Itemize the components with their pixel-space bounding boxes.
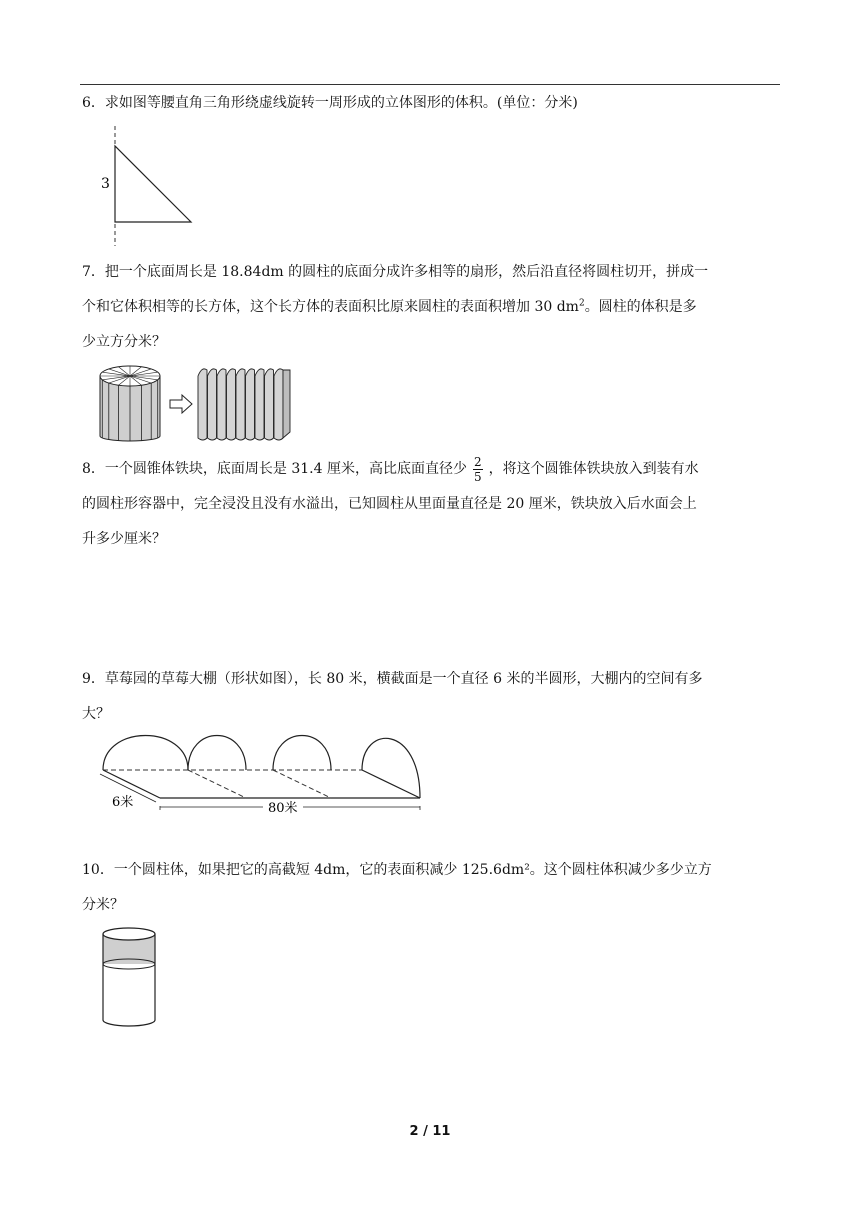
q9-width-label: 6米	[112, 795, 134, 810]
question-line-2: 大？	[82, 706, 110, 722]
fraction	[473, 455, 483, 484]
q7-arrow	[170, 395, 192, 413]
q6-side-label: 3	[101, 176, 110, 192]
q9-greenhouse-figure	[98, 730, 428, 820]
question-number: 10．	[82, 862, 114, 878]
question-line-1b: ，将这个圆锥体铁块放入到装有水	[488, 461, 699, 477]
q7-cylinder-cuboid-figure	[98, 362, 298, 442]
question-8	[82, 452, 782, 557]
fraction-denominator: 5	[474, 469, 482, 484]
question-line-2: 分米？	[82, 897, 124, 913]
question-number: 8．	[82, 461, 105, 477]
q10-cylinder-figure	[100, 926, 160, 1030]
q9-length-label: 80米	[268, 801, 298, 816]
question-line-1: 把一个底面周长是 18.84dm 的圆柱的底面分成许多相等的扇形，然后沿直径将圆柱切开，拼成一	[104, 264, 709, 280]
question-line-3: 少立方分米？	[82, 334, 166, 350]
question-number: 7．	[82, 264, 105, 280]
question-7	[82, 255, 782, 360]
q7-cylinder	[100, 366, 160, 441]
question-line-3: 升多少厘米？	[82, 531, 166, 547]
question-line-1: 一个圆柱体，如果把它的高截短 4dm，它的表面积减少 125.6dm²。这个圆柱体积减少多少立方	[113, 862, 712, 878]
question-6	[82, 86, 782, 121]
question-9	[82, 662, 782, 732]
question-line-1a: 一个圆锥体铁块，底面周长是 31.4 厘米，高比底面直径少	[104, 461, 467, 477]
q6-triangle-figure	[96, 124, 206, 249]
question-number: 9．	[82, 671, 105, 687]
fraction-numerator: 2	[474, 454, 482, 469]
question-line-2a: 个和它体积相等的长方体，这个长方体的表面积比原来圆柱的表面积增加 30 dm	[82, 299, 579, 315]
page-number: 2 / 11	[409, 1124, 451, 1139]
superscript: 2	[578, 298, 585, 309]
question-text: 求如图等腰直角三角形绕虚线旋转一周形成的立体图形的体积。(单位：分米)	[104, 95, 578, 111]
question-10	[82, 853, 782, 923]
question-line-2b: 。圆柱的体积是多	[584, 299, 697, 315]
q7-cuboid	[198, 369, 290, 440]
question-line-1: 草莓园的草莓大棚（形状如图），长 80 米，横截面是一个直径 6 米的半圆形，大棚内的空间有多	[104, 671, 703, 687]
header-rule	[80, 84, 780, 85]
question-number: 6．	[82, 95, 105, 111]
question-line-2: 的圆柱形容器中，完全浸没且没有水溢出，已知圆柱从里面量直径是 20 厘米，铁块放入后水面会上	[82, 496, 697, 512]
